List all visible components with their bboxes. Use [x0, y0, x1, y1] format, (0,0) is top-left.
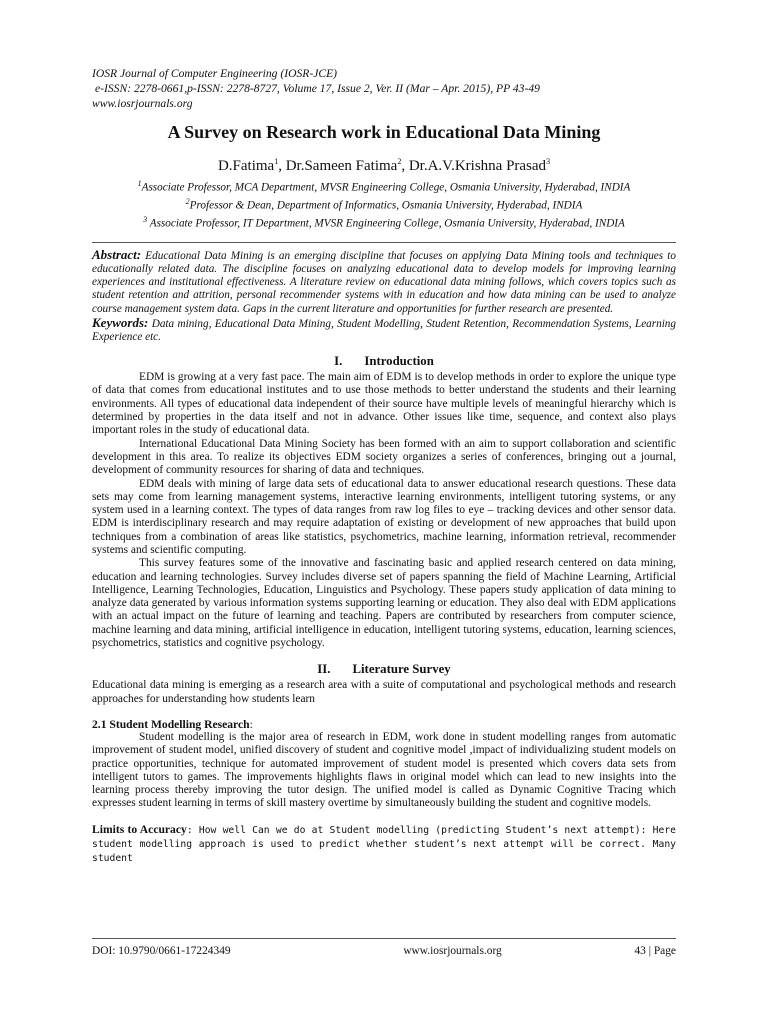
- paragraph: EDM is growing at a very fast pace. The main aim of EDM is to develop methods in order to explore the unique type of data that comes from educational institutes and to use those methods to better understand the students and their learning environments. All types of educational data independent of their source have multiple levels of meaningful hierarchy which is determined by properties in the data itself and not in advance. Other issues like time, sequence, and context also plays important roles in the study of educational data.: [92, 371, 676, 437]
- section-heading-introduction: I. Introduction: [334, 354, 434, 369]
- paragraph: International Educational Data Mining Society has been formed with an aim to support collaboration and scientific development in this area. To realize its objectives EDM society organizes a series of conferences, bringing out a journal, development of community resources for sharing of data and techniques.: [92, 437, 676, 477]
- author-3: Dr.A.V.Krishna Prasad$^3$: [408, 157, 551, 174]
- limits-text: : How well Can we do at Student modelling (predicting Student’s next attempt): Here student modelling approach is used to predict whether student’s next attempt will be correct. Many student: [92, 824, 676, 864]
- journal-header: [92, 66, 676, 111]
- footer-doi: DOI: 10.9790/0661-17224349: [92, 945, 231, 957]
- keywords: [92, 316, 676, 344]
- journal-issn: e-ISSN: 2278-0661,p-ISSN: 2278-8727, Volume 17, Issue 2, Ver. II (Mar – Apr. 2015), PP 43-49: [95, 82, 540, 95]
- paragraph: Student modelling is the major area of research in EDM, work done in student modelling ranges from automatic improvement of student model, unified discovery of student and cognitive model ,impact of individualizing student models on practice opportunities, technique for automated improvement of student model is presented which covers data sets from intelligent tutors to games. The improvements highlights flaws in original model which can lead to new insights into the learning process thereby improving the tutor design. The unified model is called as Dynamic Cognitive Tracing which expresses student learning in terms of skill mastery overtime by simultaneously building the student and cognitive models.: [92, 730, 676, 810]
- paper-title: A Survey on Research work in Educational Data Mining: [167, 122, 601, 142]
- footer-site: www.iosrjournals.org: [403, 945, 502, 957]
- page-footer: [92, 938, 676, 957]
- abstract-text: Educational Data Mining is an emerging discipline that focuses on applying Data Mining tools and techniques to educationally related data. The discipline focuses on analyzing educational data to develop models for improving learning experiences and institutional effectiveness. A literature review on educational data mining follows, which covers topics such as student retention and attrition, personal recommender systems with in education and how data mining can be used to analyze course management system data. Gaps in the current literature and opportunities for further research are presented.: [92, 249, 676, 315]
- affiliations: [92, 177, 676, 232]
- paragraph: EDM deals with mining of large data sets of educational data to answer educational research questions. These data sets may come from learning management systems, interactive learning environments, intelligent tutoring systems, or any system used in a learning context. The types of data ranges from raw log files to eye – tracking devices and other sensor data. EDM is interdisciplinary research and may require adaptation of existing or development of new approaches that build upon techniques from a combination of areas like statistics, psychometrics, machine learning, information retrieval, recommender systems and scientific computing.: [92, 477, 676, 556]
- abstract: [92, 248, 676, 316]
- journal-site: www.iosrjournals.org: [92, 97, 193, 110]
- affiliation-3: $^3$ Associate Professor, IT Department, MVSR Engineering College, Osmania University, Hyderabad, INDIA: [143, 215, 625, 231]
- paper-page: [92, 66, 676, 866]
- abstract-label: Abstract:: [92, 246, 142, 262]
- paragraph: Educational data mining is emerging as a research area with a suite of computational and psychological methods and research approaches for understanding how students learn: [92, 679, 676, 705]
- paragraph: This survey features some of the innovative and fascinating basic and applied research centered on data mining, education and learning technologies. Survey includes diverse set of papers spanning the field of Machine Learning, Artificial Intelligence, Learning Technologies, Education, Linguistics and Psychology. These papers study application of data mining to analyze data generated by various information systems supporting learning or education. They also deal with EDM applications with an actual impact on the future of learning and teaching. Papers are contributed by researchers from computer science, machine learning and data mining, artificial intelligence in education, intelligent tutoring systems, education, learning sciences, psychometrics, statistics and cognitive psychology.: [92, 557, 676, 650]
- subsection-heading: 2.1 Student Modelling Research:: [92, 717, 253, 731]
- affiliation-2: $^2$Professor & Dean, Department of Informatics, Osmania University, Hyderabad, INDIA: [185, 197, 583, 212]
- journal-name: IOSR Journal of Computer Engineering (IOSR-JCE): [92, 67, 338, 80]
- author-list: [92, 153, 676, 175]
- section-heading-literature-survey: II. Literature Survey: [317, 662, 451, 677]
- divider: [92, 242, 676, 243]
- limits-paragraph: [92, 823, 676, 866]
- author-2: Dr.Sameen Fatima$^2$,: [285, 157, 409, 174]
- keywords-text: Data mining, Educational Data Mining, Student Modelling, Student Retention, Recommendation Systems, Learning Experience etc.: [92, 317, 676, 343]
- footer-page: 43 | Page: [634, 945, 676, 957]
- affiliation-1: $^1$Associate Professor, MCA Department, MVSR Engineering College, Osmania University, Hyderabad, INDIA: [137, 179, 631, 194]
- keywords-label: Keywords:: [92, 314, 149, 330]
- limits-label: Limits to Accuracy: [92, 822, 187, 836]
- author-1: D.Fatima$^1$,: [217, 157, 286, 174]
